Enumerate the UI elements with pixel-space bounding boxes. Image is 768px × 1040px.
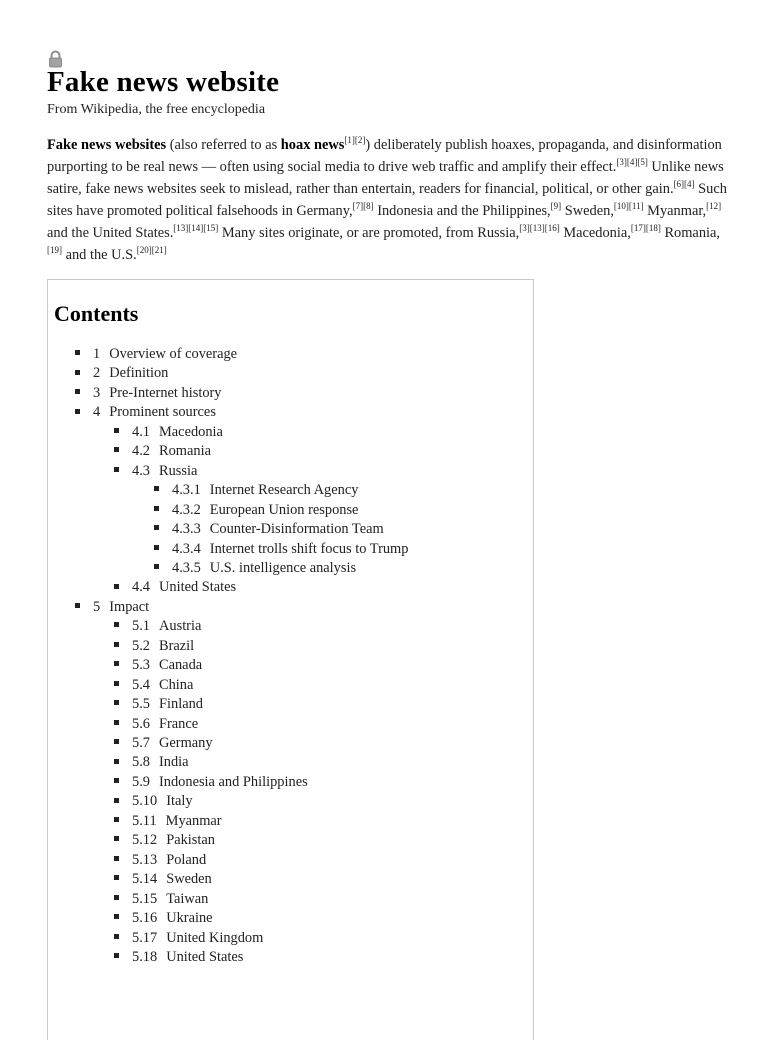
toc-item-number: 5.5 (132, 696, 150, 713)
toc-item-number: 5.11 (132, 812, 157, 829)
toc-item[interactable] (114, 813, 222, 833)
toc-item[interactable] (114, 424, 223, 444)
toc-item-label[interactable]: U.S. intelligence analysis (209, 559, 357, 576)
bullet-icon (114, 700, 119, 705)
intro-text: Myanmar, (643, 203, 707, 219)
intro-text: Indonesia and the Philippines, (373, 203, 551, 219)
bullet-icon (114, 856, 119, 861)
toc-item[interactable] (114, 579, 236, 599)
citation-link[interactable]: [10][11] (613, 201, 644, 212)
toc-item-label[interactable]: China (159, 676, 194, 693)
citation-link[interactable]: [20][21] (136, 245, 167, 256)
toc-item[interactable] (75, 346, 237, 366)
toc-item-label[interactable]: European Union response (209, 501, 359, 518)
bullet-icon (114, 895, 119, 900)
page-title: Fake news website (47, 66, 280, 98)
toc-item-label[interactable]: Germany (159, 735, 213, 751)
toc-item-label[interactable]: Definition (109, 365, 169, 382)
toc-item-number: 4 (93, 404, 101, 421)
toc-item-label[interactable]: United Kingdom (166, 929, 264, 946)
toc-item-label[interactable]: Russia (159, 462, 198, 479)
toc-item[interactable] (154, 521, 384, 541)
citation-link[interactable]: [3][13][16] (519, 223, 560, 234)
bullet-icon (154, 545, 159, 550)
toc-item-number: 5.3 (132, 657, 150, 674)
toc-item-number: 5.9 (132, 773, 150, 790)
toc-item-label[interactable]: United States (166, 948, 244, 965)
toc-item-label[interactable]: Finland (159, 696, 203, 713)
intro-text: Sweden, (561, 203, 614, 219)
toc-item-number: 1 (93, 346, 101, 362)
toc-item-label[interactable]: Internet Research Agency (209, 482, 359, 499)
toc-item-number: 4.3.1 (172, 482, 201, 499)
toc-item-number: 5.13 (132, 851, 158, 868)
toc-item-number: 5 (93, 598, 101, 615)
intro-bold-term: hoax news (280, 137, 345, 153)
toc-item[interactable] (154, 502, 358, 522)
intro-text: Such sites have promoted political falsehoods in Germany, (47, 181, 727, 219)
toc-item-label[interactable]: Canada (159, 657, 203, 674)
toc-item-number: 4.4 (132, 579, 150, 596)
toc-item[interactable] (114, 716, 198, 736)
bullet-icon (75, 350, 80, 355)
intro-text: Many sites originate, or are promoted, from Russia, (218, 225, 520, 241)
toc-item-label[interactable]: Pakistan (166, 832, 215, 849)
bullet-icon (114, 428, 119, 433)
toc-item-label[interactable]: Brazil (159, 637, 195, 654)
toc-item-number: 5.4 (132, 676, 150, 693)
toc-item-number: 5.6 (132, 715, 150, 732)
bullet-icon (114, 622, 119, 627)
toc-item[interactable] (114, 910, 213, 930)
toc-item-number: 4.3.4 (172, 540, 201, 557)
intro-paragraph (47, 134, 727, 266)
bullet-icon (114, 875, 119, 880)
bullet-icon (114, 759, 119, 764)
toc-item-number: 5.1 (132, 618, 150, 635)
bullet-icon (114, 953, 119, 958)
toc-item[interactable] (114, 618, 201, 638)
page-subtitle: From Wikipedia, the free encyclopedia (47, 102, 266, 117)
toc-item-number: 5.18 (132, 948, 158, 965)
toc-item-label[interactable]: Macedonia (159, 423, 223, 440)
bullet-icon (154, 506, 159, 511)
citation-link[interactable]: [19] (47, 245, 62, 256)
toc-item[interactable] (75, 599, 149, 619)
bullet-icon (154, 564, 159, 569)
citation-link[interactable]: [6][4] (673, 179, 695, 190)
toc-item[interactable] (114, 891, 208, 911)
citation-link[interactable]: [13][14][15] (173, 223, 219, 234)
toc-item[interactable] (114, 443, 211, 463)
toc-item[interactable] (114, 696, 203, 716)
bullet-icon (75, 603, 80, 608)
toc-item-label[interactable]: Myanmar (165, 812, 222, 829)
toc-item-number: 5.7 (132, 735, 150, 751)
toc-item-label[interactable]: Pre-Internet history (109, 384, 222, 401)
bullet-icon (114, 817, 119, 822)
citation-link[interactable]: [7][8] (352, 201, 374, 212)
bullet-icon (114, 739, 119, 744)
intro-text: and the United States. (47, 225, 174, 241)
toc-item[interactable] (114, 774, 308, 794)
toc-item[interactable] (114, 793, 193, 813)
toc-item[interactable] (114, 677, 193, 697)
toc-item-number: 4.2 (132, 443, 150, 460)
toc-item-label[interactable]: Romania (159, 443, 211, 460)
toc-item[interactable] (154, 541, 408, 561)
toc-item-number: 5.12 (132, 832, 158, 849)
bullet-icon (114, 914, 119, 919)
toc-item-number: 5.15 (132, 890, 158, 907)
bullet-icon (75, 389, 80, 394)
intro-text: (also referred to as (166, 137, 281, 153)
toc-item-label[interactable]: Indonesia and Philippines (159, 773, 308, 790)
bullet-icon (75, 409, 80, 414)
toc-item[interactable] (114, 832, 215, 852)
table-of-contents (47, 279, 534, 1040)
toc-item-number: 4.3 (132, 462, 150, 479)
toc-item[interactable] (114, 735, 213, 755)
toc-item-number: 4.3.2 (172, 501, 201, 518)
toc-item[interactable] (114, 949, 243, 969)
bullet-icon (114, 836, 119, 841)
citation-link[interactable]: [12] (706, 201, 722, 212)
intro-text: ) deliberately publish hoaxes, propaganda, and disinformation purporting to be real news — often using social media to drive web traffic and amplify their effect. (47, 137, 722, 175)
toc-item[interactable] (154, 560, 356, 580)
intro-bold-term: Fake news websites (47, 137, 167, 153)
toc-item[interactable] (114, 871, 212, 891)
toc-item-label[interactable]: India (159, 754, 189, 771)
toc-item-number: 4.3.3 (172, 521, 201, 538)
toc-item-number: 3 (93, 384, 101, 401)
bullet-icon (114, 778, 119, 783)
bullet-icon (114, 584, 119, 589)
toc-item-number: 4.1 (132, 423, 150, 440)
bullet-icon (114, 467, 119, 472)
toc-item-label[interactable]: Sweden (166, 871, 212, 888)
toc-item-number: 5.8 (132, 754, 150, 771)
toc-item-number: 2 (93, 365, 101, 382)
citation-link[interactable]: [3][4][5] (616, 157, 648, 168)
toc-item-label[interactable]: Impact (109, 598, 150, 615)
toc-item-number: 5.2 (132, 637, 150, 654)
intro-text: Unlike news satire, fake news websites seek to mislead, rather than entertain, readers for financial, political, or other gain. (47, 159, 724, 197)
toc-item-label[interactable]: Overview of coverage (109, 346, 238, 362)
toc-item-label[interactable]: Taiwan (166, 890, 209, 907)
bullet-icon (114, 642, 119, 647)
toc-item[interactable] (114, 638, 194, 658)
toc-item-label[interactable]: Internet trolls shift focus to Trump (209, 540, 409, 557)
toc-item-label[interactable]: Poland (166, 851, 207, 868)
toc-item[interactable] (114, 754, 189, 774)
bullet-icon (154, 486, 159, 491)
intro-text: Romania, (660, 225, 720, 241)
toc-item[interactable] (114, 463, 197, 483)
toc-item[interactable] (154, 482, 358, 502)
toc-item[interactable] (114, 930, 263, 950)
bullet-icon (114, 798, 119, 803)
toc-item-number: 4.3.5 (172, 559, 201, 576)
toc-item[interactable] (75, 385, 222, 405)
intro-text: and the U.S. (62, 247, 137, 263)
toc-item-label[interactable]: Counter-Disinformation Team (209, 521, 384, 538)
toc-item-number: 5.17 (132, 929, 158, 946)
bullet-icon (75, 370, 80, 375)
citation-link[interactable]: [17][18] (630, 223, 661, 234)
toc-item-label[interactable]: Ukraine (166, 910, 213, 927)
toc-item[interactable] (75, 404, 216, 424)
bullet-icon (114, 681, 119, 686)
toc-item-number: 5.16 (132, 910, 158, 927)
bullet-icon (114, 720, 119, 725)
citation-link[interactable]: [1][2] (344, 135, 366, 146)
toc-item-label[interactable]: France (159, 715, 199, 732)
toc-item-label[interactable]: Prominent sources (109, 404, 216, 421)
toc-item[interactable] (75, 365, 168, 385)
toc-item-label[interactable]: United States (159, 579, 237, 596)
toc-item-label[interactable]: Italy (166, 793, 193, 810)
citation-link[interactable]: [9] (550, 201, 562, 212)
bullet-icon (154, 525, 159, 530)
toc-item[interactable] (114, 852, 206, 872)
toc-title: Contents (54, 301, 139, 326)
intro-text: Macedonia, (559, 225, 631, 241)
bullet-icon (114, 934, 119, 939)
toc-item[interactable] (114, 657, 202, 677)
toc-item-label[interactable]: Austria (159, 618, 202, 635)
bullet-icon (114, 661, 119, 666)
bullet-icon (114, 447, 119, 452)
toc-item-number: 5.14 (132, 871, 158, 888)
toc-item-number: 5.10 (132, 793, 158, 810)
